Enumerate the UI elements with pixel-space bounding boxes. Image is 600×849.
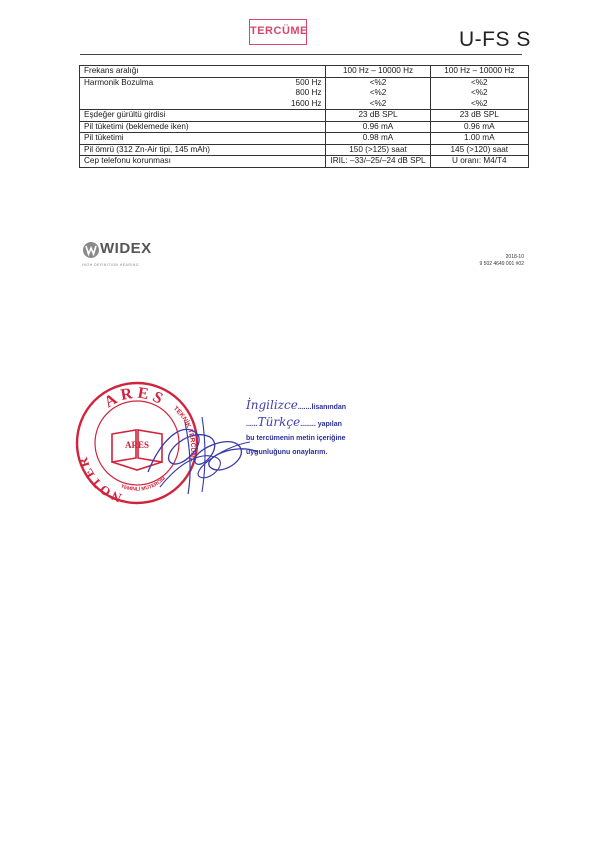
spec-value-2: <%2 <box>430 88 528 99</box>
spec-value-1: <%2 <box>326 99 430 110</box>
certification-text <box>246 398 396 460</box>
spec-frequency: 1600 Hz <box>290 98 322 108</box>
seal-left-text: NOTER <box>74 453 124 506</box>
cert-line-2: ......Türkçe........ yapılan <box>246 415 342 429</box>
spec-value-2: 1.00 mA <box>430 133 528 145</box>
seal-inner-text: ARES <box>124 440 150 450</box>
table-row <box>80 99 529 110</box>
spec-label: Cep telefonu korunması <box>80 156 326 168</box>
handwritten-target-language: Türkçe <box>257 415 301 429</box>
table-row <box>80 88 529 99</box>
spec-value-2: 0.96 mA <box>430 121 528 133</box>
spec-label: Pil tüketimi (beklemede iken) <box>80 121 326 133</box>
table-row <box>80 77 529 88</box>
table-row <box>80 110 529 122</box>
spec-value-1: <%2 <box>326 77 430 88</box>
logo-wordmark: WIDEX <box>100 240 152 257</box>
spec-value-2: <%2 <box>430 99 528 110</box>
spec-value-1: <%2 <box>326 88 430 99</box>
cert-line-1: İngilizce.......lisanından <box>246 398 347 412</box>
spec-frequency: 500 Hz <box>295 77 322 87</box>
spec-label: Pil ömrü (312 Zn-Air tipi, 145 mAh) <box>80 144 326 156</box>
document-code: 9 502 4649 001 #02 <box>479 261 524 267</box>
table-row <box>80 66 529 78</box>
spec-label <box>80 99 326 110</box>
spec-value-1: 0.98 mA <box>326 133 430 145</box>
spec-label: Harmonik Bozulma 500 Hz <box>80 77 326 88</box>
spec-label <box>80 88 326 99</box>
spec-value-1: IRIL: –33/–25/–24 dB SPL <box>326 156 430 168</box>
spec-value-2: 100 Hz – 10000 Hz <box>430 66 528 78</box>
seal-bottom-text: YEMİNLİ MÜTERCİM <box>119 475 167 493</box>
spec-value-2: 23 dB SPL <box>430 110 528 122</box>
table-row <box>80 121 529 133</box>
model-title: U-FS S <box>459 28 531 51</box>
document-date: 2018-10 <box>505 254 524 260</box>
table-row <box>80 156 529 168</box>
cert-line-4: uygunluğunu onaylarım. <box>246 449 328 456</box>
spec-value-1: 150 (>125) saat <box>326 144 430 156</box>
cert-line-1-suffix: lisanından <box>311 404 347 411</box>
spec-value-2: U oranı: M4/T4 <box>430 156 528 168</box>
spec-value-1: 23 dB SPL <box>326 110 430 122</box>
spec-label: Eşdeğer gürültü girdisi <box>80 110 326 122</box>
spec-value-2: <%2 <box>430 77 528 88</box>
handwritten-source-language: İngilizce <box>246 398 298 412</box>
spec-value-2: 145 (>120) saat <box>430 144 528 156</box>
seal-right-text: TEKNİK TERCÜME <box>171 405 197 463</box>
header-divider <box>80 54 522 55</box>
translation-stamp: TERCÜME <box>249 19 307 45</box>
spec-value-1: 0.96 mA <box>326 121 430 133</box>
cert-line-2-suffix: yapılan <box>317 421 342 428</box>
table-row <box>80 133 529 145</box>
spec-value-1: 100 Hz – 10000 Hz <box>326 66 430 78</box>
table-row <box>80 144 529 156</box>
logo-tagline: HIGH DEFINITION HEARING <box>82 263 139 267</box>
document-reference <box>480 254 525 268</box>
seal-top-text: ARES <box>101 384 170 412</box>
spec-label: Frekans aralığı <box>80 66 326 78</box>
cert-line-3: bu tercümenin metin içeriğine <box>246 435 346 442</box>
spec-frequency: 800 Hz <box>295 88 322 97</box>
spec-label: Pil tüketimi <box>80 133 326 145</box>
spec-table <box>79 65 529 168</box>
